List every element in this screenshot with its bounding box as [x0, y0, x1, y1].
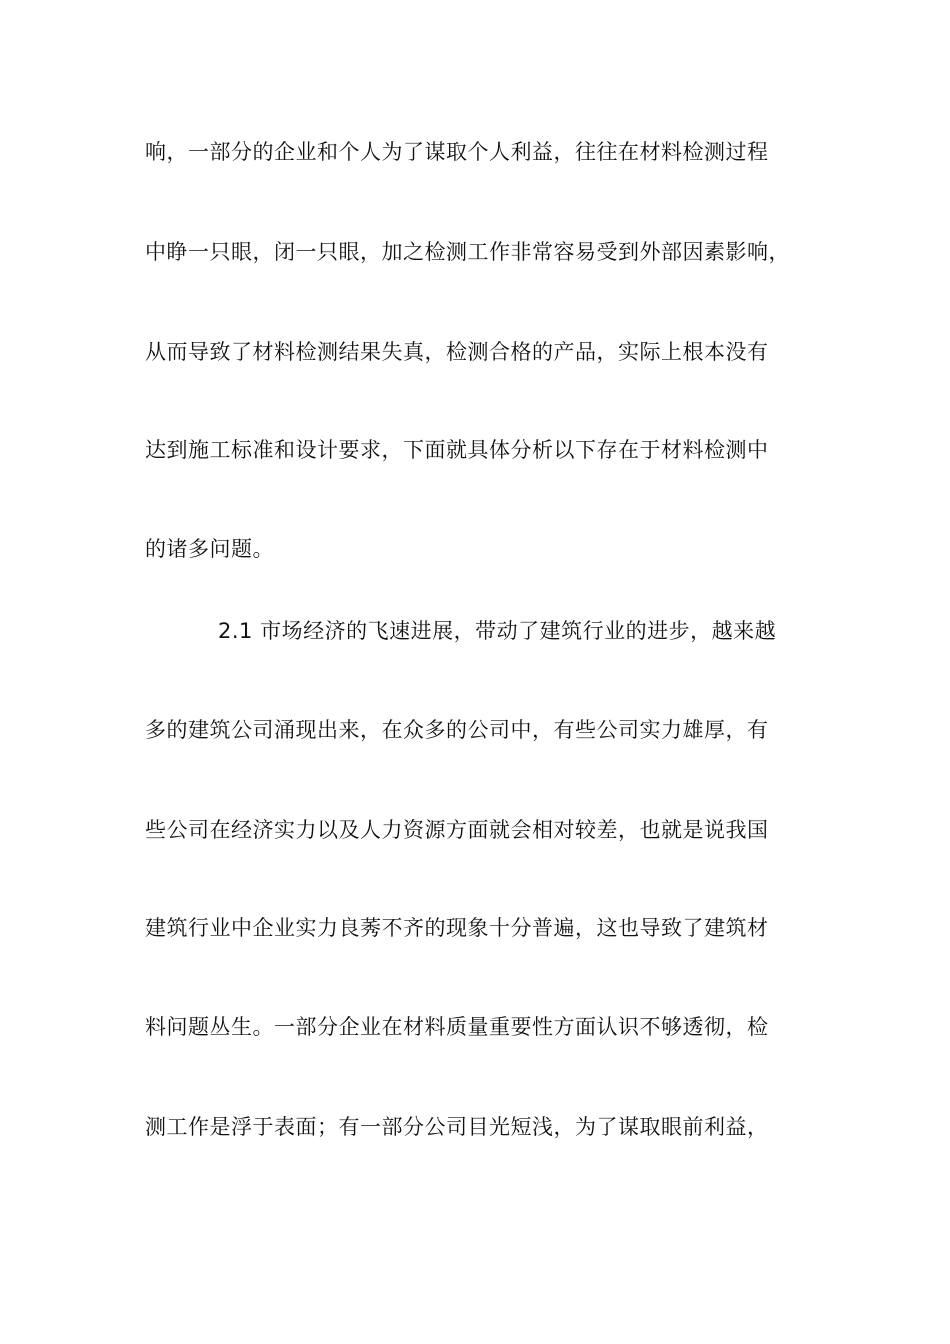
- paragraph-line: 达到施工标准和设计要求，下面就具体分析以下存在于材料检测中: [145, 438, 769, 462]
- paragraph-line: 响，一部分的企业和个人为了谋取个人利益，往往在材料检测过程: [145, 140, 769, 164]
- paragraph-line: 些公司在经济实力以及人力资源方面就会相对较差，也就是说我国: [145, 818, 769, 842]
- paragraph-line: 的诸多问题。: [145, 537, 274, 561]
- paragraph-line: 多的建筑公司涌现出来，在众多的公司中，有些公司实力雄厚，有: [145, 718, 769, 742]
- paragraph-line: 建筑行业中企业实力良莠不齐的现象十分普遍，这也导致了建筑材: [145, 916, 769, 940]
- paragraph-line: 从而导致了材料检测结果失真，检测合格的产品，实际上根本没有: [145, 340, 769, 364]
- paragraph-line: 测工作是浮于表面；有一部分公司目光短浅，为了谋取眼前利益，: [145, 1115, 769, 1139]
- paragraph-line: 中睁一只眼，闭一只眼，加之检测工作非常容易受到外部因素影响，: [145, 240, 790, 264]
- paragraph-line: 料问题丛生。一部分企业在材料质量重要性方面认识不够透彻，检: [145, 1015, 769, 1039]
- section-2-1-first-line: 2.1 市场经济的飞速进展，带动了建筑行业的进步，越来越: [218, 619, 777, 643]
